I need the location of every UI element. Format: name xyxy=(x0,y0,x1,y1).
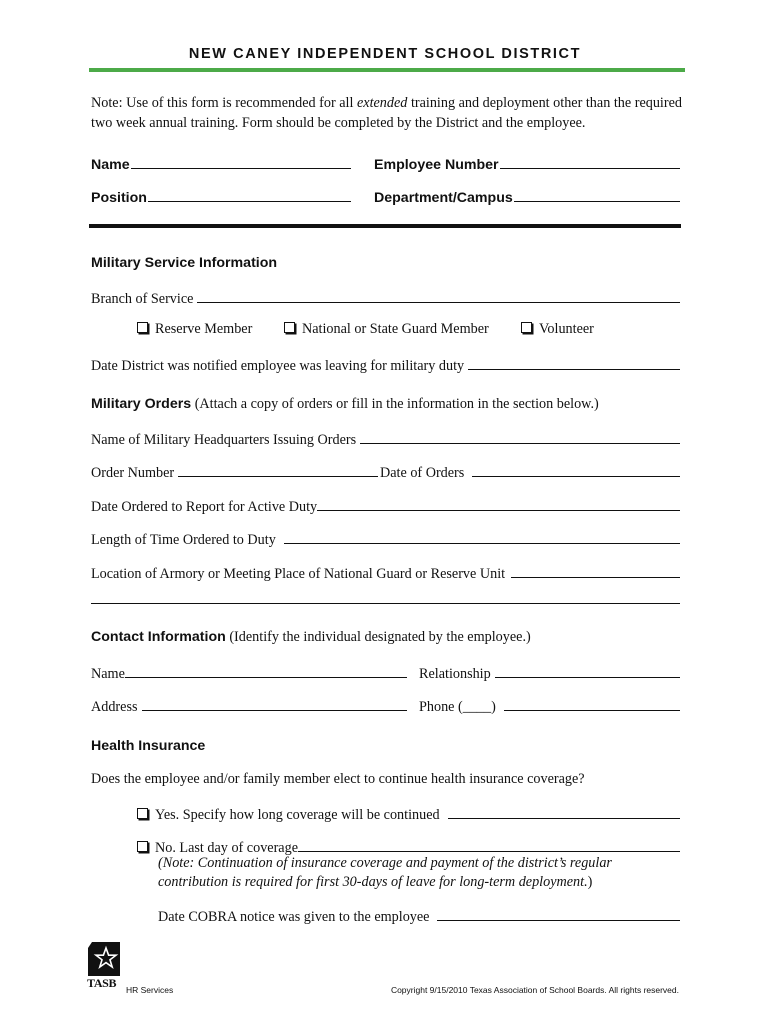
guard-label: National or State Guard Member xyxy=(302,321,489,337)
length-row xyxy=(91,529,680,549)
department-row xyxy=(374,187,680,206)
order-date-row xyxy=(380,462,680,482)
health-question: Does the employee and/or family member elect to continue health insurance coverage? xyxy=(91,771,585,787)
order-number-label: Order Number xyxy=(91,465,175,481)
order-date-label: Date of Orders xyxy=(380,465,465,481)
checkbox-icon[interactable] xyxy=(284,322,295,333)
checkbox-icon[interactable] xyxy=(137,322,148,333)
no-option-row xyxy=(137,837,680,857)
reserve-label: Reserve Member xyxy=(155,321,253,337)
volunteer-option[interactable] xyxy=(521,321,594,338)
note-text-2: training and deployment other than the required two week annual training. Form should be completed by the District and the employee. xyxy=(91,95,682,131)
guard-option[interactable] xyxy=(284,321,489,338)
insurance-note-line2-text: contribution is required for first 30-days of leave for long-term deployment. xyxy=(158,874,588,890)
employee-number-label: Employee Number xyxy=(374,157,499,173)
employee-number-field[interactable] xyxy=(500,154,680,169)
health-heading: Health Insurance xyxy=(91,738,206,754)
location-row xyxy=(91,563,680,583)
employee-number-row xyxy=(374,154,680,173)
note-emphasis: extended xyxy=(356,95,408,111)
checkbox-icon[interactable] xyxy=(137,841,148,852)
coverage-duration-field[interactable] xyxy=(448,804,680,819)
order-date-field[interactable] xyxy=(472,462,680,477)
checkbox-icon[interactable] xyxy=(137,808,148,819)
section-divider xyxy=(89,224,681,228)
employee-name-row xyxy=(91,154,351,173)
department-field[interactable] xyxy=(514,187,680,202)
location-field-continued[interactable] xyxy=(91,603,680,604)
order-number-field[interactable] xyxy=(178,462,378,477)
employee-name-field[interactable] xyxy=(131,154,351,169)
note-text-1: : Use of this form is recommended for all xyxy=(118,95,357,111)
report-date-field[interactable] xyxy=(317,496,680,511)
branch-field[interactable] xyxy=(197,288,680,303)
note-label: Note xyxy=(91,95,119,111)
notified-field[interactable] xyxy=(468,355,680,370)
notified-label: Date District was notified employee was leaving for military duty xyxy=(91,358,465,374)
contact-name-label: Name xyxy=(91,666,125,682)
relationship-row xyxy=(419,663,680,683)
yes-option-row xyxy=(137,804,680,824)
location-label: Location of Armory or Meeting Place of National Guard or Reserve Unit xyxy=(91,566,506,582)
volunteer-label: Volunteer xyxy=(539,321,594,337)
insurance-note-line2 xyxy=(158,874,592,891)
tasb-logo xyxy=(88,942,120,976)
page-title: NEW CANEY INDEPENDENT SCHOOL DISTRICT xyxy=(188,46,582,62)
address-field[interactable] xyxy=(142,696,408,711)
branch-row xyxy=(91,288,680,308)
military-orders-heading: Military Orders xyxy=(91,396,192,412)
address-row xyxy=(91,696,407,716)
reserve-option[interactable] xyxy=(137,321,252,338)
position-field[interactable] xyxy=(148,187,351,202)
notified-row xyxy=(91,355,680,375)
location-field[interactable] xyxy=(511,563,680,578)
phone-field[interactable] xyxy=(504,696,680,711)
relationship-label: Relationship xyxy=(419,666,491,682)
branch-label: Branch of Service xyxy=(91,291,194,307)
cobra-row xyxy=(158,906,680,926)
cobra-date-field[interactable] xyxy=(437,906,680,921)
military-orders-note: (Attach a copy of orders or fill in the information in the section below.) xyxy=(194,396,599,412)
report-date-label: Date Ordered to Report for Active Duty xyxy=(91,499,318,515)
phone-row xyxy=(419,696,680,716)
length-label: Length of Time Ordered to Duty xyxy=(91,532,276,548)
position-row xyxy=(91,187,351,206)
hr-services-label: HR Services xyxy=(126,985,174,995)
checkbox-icon[interactable] xyxy=(521,322,532,333)
address-label: Address xyxy=(91,699,138,715)
contact-heading: Contact Information xyxy=(91,629,226,645)
phone-label: Phone (____) xyxy=(419,699,496,715)
title-divider xyxy=(89,68,685,72)
insurance-note-line1: (Note: Continuation of insurance coverage and payment of the district’s regular xyxy=(158,855,612,871)
tasb-logo-text: TASB xyxy=(87,976,117,990)
report-date-row xyxy=(91,496,680,516)
department-label: Department/Campus xyxy=(374,190,513,206)
employee-name-label: Name xyxy=(91,157,130,173)
position-label: Position xyxy=(91,190,147,206)
copyright-notice: Copyright 9/15/2010 Texas Association of School Boards. All rights reserved. xyxy=(390,985,679,995)
cobra-label: Date COBRA notice was given to the employee xyxy=(158,909,430,925)
contact-heading-row xyxy=(91,629,531,646)
no-label: No. Last day of coverage xyxy=(155,840,298,856)
relationship-field[interactable] xyxy=(495,663,680,678)
military-service-heading: Military Service Information xyxy=(91,255,278,271)
hq-label: Name of Military Headquarters Issuing Orders xyxy=(91,432,357,448)
last-coverage-day-field[interactable] xyxy=(298,837,680,852)
star-icon xyxy=(88,942,120,976)
contact-name-row xyxy=(91,663,407,683)
length-field[interactable] xyxy=(284,529,680,544)
yes-label: Yes. Specify how long coverage will be continued xyxy=(155,807,440,823)
form-note xyxy=(91,93,691,133)
contact-note: (Identify the individual designated by the employee.) xyxy=(229,629,531,645)
hq-field[interactable] xyxy=(360,429,680,444)
hq-row xyxy=(91,429,680,449)
insurance-note-close: ) xyxy=(587,874,593,890)
contact-name-field[interactable] xyxy=(125,663,407,678)
military-orders-heading-row xyxy=(91,396,599,413)
order-number-row xyxy=(91,462,378,482)
